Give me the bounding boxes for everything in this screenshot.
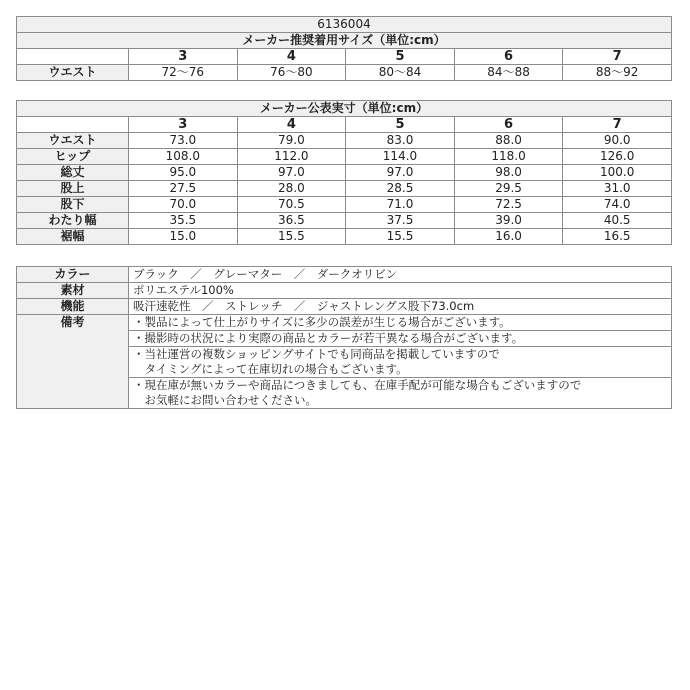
table-cell: 70.0 xyxy=(129,197,238,213)
table-cell: 83.0 xyxy=(346,133,455,149)
product-code: 6136004 xyxy=(17,17,672,33)
table-cell: 112.0 xyxy=(237,149,346,165)
table-cell: 28.5 xyxy=(346,181,455,197)
table-row xyxy=(17,213,672,229)
table-row xyxy=(17,149,672,165)
note-text: お気軽にお問い合わせください。 xyxy=(133,393,317,407)
material-row xyxy=(17,283,672,299)
size-header: 4 xyxy=(237,49,346,65)
function-label: 機能 xyxy=(17,299,129,315)
material-label: 素材 xyxy=(17,283,129,299)
table-cell: 28.0 xyxy=(237,181,346,197)
table-row xyxy=(17,65,672,81)
note-item xyxy=(129,331,672,347)
size-header: 5 xyxy=(346,117,455,133)
table-cell: 97.0 xyxy=(237,165,346,181)
measured-size-title: メーカー公表実寸（単位:cm） xyxy=(17,101,672,117)
material-value: ポリエステル100% xyxy=(129,283,672,299)
row-label: ヒップ xyxy=(17,149,129,165)
size-header-row xyxy=(17,117,672,133)
function-row xyxy=(17,299,672,315)
table-cell: 16.0 xyxy=(454,229,563,245)
size-header: 5 xyxy=(346,49,455,65)
size-header: 4 xyxy=(237,117,346,133)
size-header-row xyxy=(17,49,672,65)
table-cell: 70.5 xyxy=(237,197,346,213)
table-cell: 80～84 xyxy=(346,65,455,81)
size-header: 7 xyxy=(563,117,672,133)
table-row xyxy=(17,197,672,213)
row-label: 裾幅 xyxy=(17,229,129,245)
table-row xyxy=(17,133,672,149)
row-label: 股下 xyxy=(17,197,129,213)
table-cell: 79.0 xyxy=(237,133,346,149)
table-cell: 126.0 xyxy=(563,149,672,165)
table-cell: 39.0 xyxy=(454,213,563,229)
table-cell: 15.0 xyxy=(129,229,238,245)
size-header: 6 xyxy=(454,49,563,65)
table-row xyxy=(17,229,672,245)
notes-label: 備考 xyxy=(17,315,129,409)
recommended-size-title: メーカー推奨着用サイズ（単位:cm） xyxy=(17,33,672,49)
table-cell: 108.0 xyxy=(129,149,238,165)
table-cell: 72～76 xyxy=(129,65,238,81)
recommended-size-table xyxy=(16,16,672,81)
note-item xyxy=(129,315,672,331)
product-details-table xyxy=(16,266,672,409)
table-cell: 97.0 xyxy=(346,165,455,181)
table-cell: 114.0 xyxy=(346,149,455,165)
table-cell: 71.0 xyxy=(346,197,455,213)
note-text: ・現在庫が無いカラーや商品につきましても、在庫手配が可能な場合もございますので xyxy=(133,378,582,392)
row-label: ウエスト xyxy=(17,65,129,81)
table-cell: 37.5 xyxy=(346,213,455,229)
table-cell: 36.5 xyxy=(237,213,346,229)
note-item xyxy=(129,378,672,409)
corner-cell xyxy=(17,117,129,133)
table-cell: 72.5 xyxy=(454,197,563,213)
size-header: 3 xyxy=(129,49,238,65)
size-header: 7 xyxy=(563,49,672,65)
table-cell: 100.0 xyxy=(563,165,672,181)
row-label: わたり幅 xyxy=(17,213,129,229)
table-cell: 29.5 xyxy=(454,181,563,197)
color-value: ブラック ／ グレーマター ／ ダークオリビン xyxy=(129,267,672,283)
note-text: ・撮影時の状況により実際の商品とカラーが若干異なる場合がございます。 xyxy=(133,331,524,345)
row-label: 股上 xyxy=(17,181,129,197)
table-cell: 88.0 xyxy=(454,133,563,149)
table-cell: 15.5 xyxy=(237,229,346,245)
size-header: 3 xyxy=(129,117,238,133)
corner-cell xyxy=(17,49,129,65)
color-row xyxy=(17,267,672,283)
table-cell: 84～88 xyxy=(454,65,563,81)
function-value: 吸汗速乾性 ／ ストレッチ ／ ジャストレングス股下73.0cm xyxy=(129,299,672,315)
note-item xyxy=(129,347,672,378)
table-cell: 95.0 xyxy=(129,165,238,181)
table-cell: 16.5 xyxy=(563,229,672,245)
row-label: 総丈 xyxy=(17,165,129,181)
table-cell: 118.0 xyxy=(454,149,563,165)
table-row xyxy=(17,181,672,197)
row-label: ウエスト xyxy=(17,133,129,149)
table-cell: 98.0 xyxy=(454,165,563,181)
table-cell: 40.5 xyxy=(563,213,672,229)
note-text: タイミングによって在庫切れの場合もございます。 xyxy=(133,362,408,376)
size-header: 6 xyxy=(454,117,563,133)
table-cell: 90.0 xyxy=(563,133,672,149)
color-label: カラー xyxy=(17,267,129,283)
note-text: ・製品によって仕上がりサイズに多少の誤差が生じる場合がございます。 xyxy=(133,315,511,329)
table-cell: 76～80 xyxy=(237,65,346,81)
note-text: ・当社運営の複数ショッピングサイトでも同商品を掲載していますので xyxy=(133,347,500,361)
table-row xyxy=(17,165,672,181)
table-cell: 88～92 xyxy=(563,65,672,81)
table-cell: 27.5 xyxy=(129,181,238,197)
table-cell: 74.0 xyxy=(563,197,672,213)
table-cell: 31.0 xyxy=(563,181,672,197)
notes-row xyxy=(17,315,672,331)
table-cell: 73.0 xyxy=(129,133,238,149)
table-cell: 15.5 xyxy=(346,229,455,245)
measured-size-table xyxy=(16,100,672,245)
table-cell: 35.5 xyxy=(129,213,238,229)
